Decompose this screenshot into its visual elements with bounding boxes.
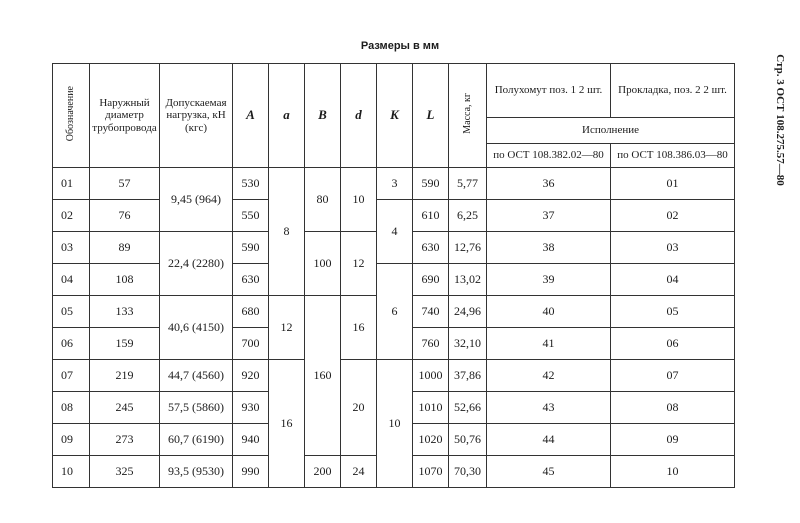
L-cell: 610 — [413, 200, 449, 232]
half-clamp-cell: 36 — [487, 168, 611, 200]
header-gasket-std: по ОСТ 108.386.03—80 — [611, 144, 735, 168]
K-cell: 3 — [377, 168, 413, 200]
half-clamp-cell: 41 — [487, 328, 611, 360]
header-d: d — [341, 64, 377, 168]
gasket-cell: 01 — [611, 168, 735, 200]
header-A: A — [233, 64, 269, 168]
L-cell: 740 — [413, 296, 449, 328]
mass-cell: 13,02 — [449, 264, 487, 296]
row-number: 09 — [53, 424, 90, 456]
gasket-cell: 08 — [611, 392, 735, 424]
header-B: B — [305, 64, 341, 168]
table-row — [53, 200, 735, 232]
L-cell: 590 — [413, 168, 449, 200]
mass-cell: 32,10 — [449, 328, 487, 360]
mass-cell: 52,66 — [449, 392, 487, 424]
row-number: 03 — [53, 232, 90, 264]
A-cell: 700 — [233, 328, 269, 360]
header-L: L — [413, 64, 449, 168]
table-row — [53, 264, 735, 296]
A-cell: 530 — [233, 168, 269, 200]
row-number: 04 — [53, 264, 90, 296]
L-cell: 1000 — [413, 360, 449, 392]
allowable-load-cell: 9,45 (964) — [160, 168, 233, 232]
row-number: 02 — [53, 200, 90, 232]
outer-diameter-cell: 325 — [90, 456, 160, 488]
L-cell: 630 — [413, 232, 449, 264]
mass-cell: 37,86 — [449, 360, 487, 392]
mass-cell: 70,30 — [449, 456, 487, 488]
mass-cell: 6,25 — [449, 200, 487, 232]
K-cell: 10 — [377, 360, 413, 488]
B-cell: 160 — [305, 296, 341, 456]
table-row — [53, 168, 735, 200]
L-cell: 760 — [413, 328, 449, 360]
A-cell: 990 — [233, 456, 269, 488]
outer-diameter-cell: 133 — [90, 296, 160, 328]
L-cell: 690 — [413, 264, 449, 296]
K-cell: 4 — [377, 200, 413, 264]
outer-diameter-cell: 273 — [90, 424, 160, 456]
B-cell: 80 — [305, 168, 341, 232]
d-cell: 16 — [341, 296, 377, 360]
row-number: 06 — [53, 328, 90, 360]
allowable-load-cell: 44,7 (4560) — [160, 360, 233, 392]
a-cell: 8 — [269, 168, 305, 296]
d-cell: 20 — [341, 360, 377, 456]
mass-cell: 50,76 — [449, 424, 487, 456]
header-a: a — [269, 64, 305, 168]
half-clamp-cell: 39 — [487, 264, 611, 296]
A-cell: 930 — [233, 392, 269, 424]
K-cell: 6 — [377, 264, 413, 360]
gasket-cell: 05 — [611, 296, 735, 328]
table-row — [53, 360, 735, 392]
outer-diameter-cell: 89 — [90, 232, 160, 264]
header-gasket: Прокладка, поз. 2 2 шт. — [611, 64, 735, 118]
header-half-clamp: Полухомут поз. 1 2 шт. — [487, 64, 611, 118]
A-cell: 940 — [233, 424, 269, 456]
allowable-load-cell: 60,7 (6190) — [160, 424, 233, 456]
A-cell: 590 — [233, 232, 269, 264]
gasket-cell: 02 — [611, 200, 735, 232]
a-cell: 16 — [269, 360, 305, 488]
gasket-cell: 06 — [611, 328, 735, 360]
A-cell: 630 — [233, 264, 269, 296]
page-side-label: Стр. 3 ОСТ 108.275.57—80 — [774, 54, 786, 186]
outer-diameter-cell: 219 — [90, 360, 160, 392]
L-cell: 1070 — [413, 456, 449, 488]
outer-diameter-cell: 245 — [90, 392, 160, 424]
row-number: 05 — [53, 296, 90, 328]
row-number: 08 — [53, 392, 90, 424]
A-cell: 550 — [233, 200, 269, 232]
half-clamp-cell: 45 — [487, 456, 611, 488]
row-number: 10 — [53, 456, 90, 488]
outer-diameter-cell: 57 — [90, 168, 160, 200]
gasket-cell: 10 — [611, 456, 735, 488]
header-outer-diameter: Наружный диаметр трубопровода — [90, 64, 160, 168]
allowable-load-cell: 22,4 (2280) — [160, 232, 233, 296]
allowable-load-cell: 93,5 (9530) — [160, 456, 233, 488]
gasket-cell: 04 — [611, 264, 735, 296]
table-caption: Размеры в мм — [360, 40, 440, 52]
header-designation: Обозначение — [53, 64, 90, 168]
L-cell: 1010 — [413, 392, 449, 424]
d-cell: 24 — [341, 456, 377, 488]
mass-cell: 12,76 — [449, 232, 487, 264]
header-half-clamp-std: по ОСТ 108.382.02—80 — [487, 144, 611, 168]
gasket-cell: 07 — [611, 360, 735, 392]
B-cell: 200 — [305, 456, 341, 488]
a-cell: 12 — [269, 296, 305, 360]
header-mass: Масса, кг — [449, 64, 487, 168]
half-clamp-cell: 40 — [487, 296, 611, 328]
half-clamp-cell: 42 — [487, 360, 611, 392]
A-cell: 920 — [233, 360, 269, 392]
L-cell: 1020 — [413, 424, 449, 456]
header-execution: Исполнение — [487, 118, 735, 144]
header-K: K — [377, 64, 413, 168]
d-cell: 10 — [341, 168, 377, 232]
row-number: 07 — [53, 360, 90, 392]
gasket-cell: 09 — [611, 424, 735, 456]
half-clamp-cell: 38 — [487, 232, 611, 264]
outer-diameter-cell: 76 — [90, 200, 160, 232]
mass-cell: 24,96 — [449, 296, 487, 328]
gasket-cell: 03 — [611, 232, 735, 264]
mass-cell: 5,77 — [449, 168, 487, 200]
half-clamp-cell: 43 — [487, 392, 611, 424]
header-allowable-load: Допускаемая нагрузка, кН (кгс) — [160, 64, 233, 168]
outer-diameter-cell: 159 — [90, 328, 160, 360]
half-clamp-cell: 37 — [487, 200, 611, 232]
B-cell: 100 — [305, 232, 341, 296]
row-number: 01 — [53, 168, 90, 200]
dimensions-table — [52, 63, 735, 488]
A-cell: 680 — [233, 296, 269, 328]
half-clamp-cell: 44 — [487, 424, 611, 456]
d-cell: 12 — [341, 232, 377, 296]
allowable-load-cell: 57,5 (5860) — [160, 392, 233, 424]
allowable-load-cell: 40,6 (4150) — [160, 296, 233, 360]
outer-diameter-cell: 108 — [90, 264, 160, 296]
